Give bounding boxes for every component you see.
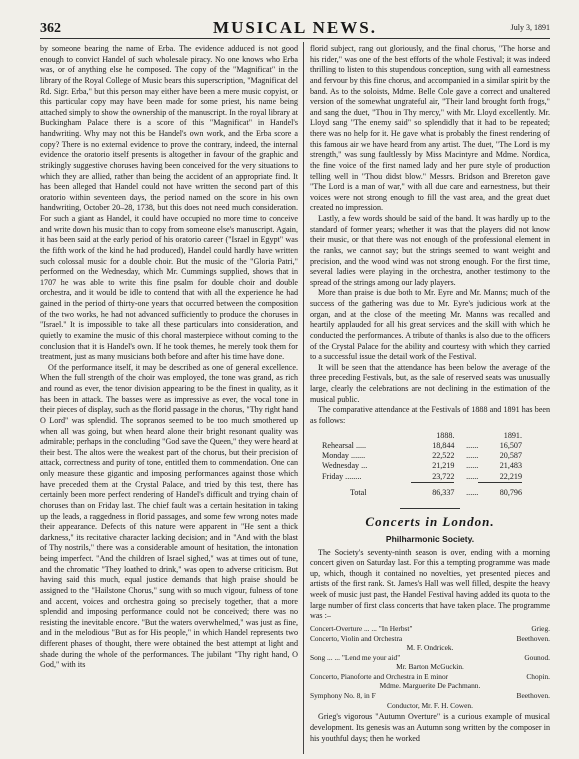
- paragraph: Of the performance itself, it may be described as one of general excellence. When the full strength of the choir was employed, the tone was grand, as rich and round as ever, the tenor division appearing to be the finest in quality, as it has been in attack. The basses were as impressive as ever, the vocal tone in their pieces of display, such as the florid passage in the chorus, "Thy right hand O Lord" was splendid. The sopranos seemed to be too much smothered up when all was going, but when heard alone their bright resonant quality was admirable; perhaps in the concluding "God save the Queen," they were heard at their best. The altos were the weakest part of the chorus, but their precision of attack, correctness and purity of tone, entitled them to commendation. One can only measure these gigantic and imposing performances against those which have preceded them at the Crystal Palace, and tried by this test, there has certainly been more perfect rendering of Handel's difficult and trying chain of choruses than on Friday last. The chief fault was a certain hesitation in taking up the leads, a raggedness in florid passages, and some few wrong notes made their appearance. Defects of this nature were apparent in "He sent a thick darkness," its recitative character lacking decision; and in "And with the blast of Thy nostrils," there was a considerable amount of hesitation, the intonation being imperfect. "And the children of Israel sighed," was at times out of tune, and the chromatic "They loathed to drink," was open to adverse criticism. But having said this much, equal justice demands that high praise should be assigned to the "Hailstone Chorus," sung with so much vigour, fulness of tone and accent, voices and orchestra going so precisely together, that a more splendid and imposing performance could not be conceived; there was no resisting the inevitable encore. "But the waters overwhelmed," was just as fine, and in the melodious "But as for His people," in which Handel represents two different phases of thought, there were obtained the best attempt at light and shade during the whole of the performances. The jubilant "Thy right hand, O God," with its: [40, 362, 298, 670]
- programme-piece: Symphony No. 8, in F: [310, 691, 376, 701]
- attendance-row: [322, 451, 522, 461]
- day-label: Friday: [322, 471, 344, 481]
- programme-piece: Song: [310, 652, 326, 662]
- programme-performer: Conductor, Mr. F. H. Cowen.: [387, 700, 473, 710]
- paragraph: The Society's seventy-ninth season is over, ending with a morning concert given on Saturday last. For this a tempting programme was made up, which, though it contained no novelties, yet presented pieces and artists of the first rank. St. James's Hall was well filled, despite the heavy week of music just past, the Handel Festival having added its quota to the large number of first class concerts that have taken place. The programme was :–: [310, 547, 550, 621]
- attendance-value: 22,522: [432, 451, 455, 461]
- attendance-value: 18,844: [432, 440, 455, 450]
- page-number: 362: [40, 21, 61, 36]
- day-label: Monday: [322, 451, 349, 461]
- section-subtitle: Philharmonic Society.: [385, 533, 475, 544]
- leader-dots: ......: [466, 461, 479, 471]
- programme-title: "Lend me your aid": [341, 652, 401, 662]
- total-label: Total: [350, 487, 367, 497]
- attendance-value: 23,722: [432, 471, 455, 481]
- leader-dots: ........: [345, 471, 362, 481]
- leader-dots: ......: [466, 440, 479, 450]
- programme-piece: Concerto, Violin and Orchestra: [310, 633, 403, 643]
- programme-title: "In Herbst": [378, 623, 413, 633]
- year-header: 1891.: [503, 430, 522, 440]
- journal-title: MUSICAL NEWS.: [213, 18, 377, 37]
- concert-programme: [310, 624, 550, 710]
- paragraph: It will be seen that the attendance has been below the average of the three preceding Festivals, but, as the sale of reserved seats was unusually large, clearly the celebrations are not declining in the estimation of the musical public.: [310, 362, 550, 404]
- leader-dots: ...: [361, 461, 368, 471]
- issue-date: July 3, 1891: [510, 23, 550, 32]
- attendance-header-row: [322, 431, 522, 441]
- programme-performer: Mdme. Marguerite De Pachmann.: [379, 681, 481, 691]
- attendance-table: [322, 431, 522, 499]
- leader-dots: ......: [466, 487, 479, 497]
- paragraph: by someone bearing the name of Erba. The evidence adduced is not good enough to convict Handel of such wholesale piracy. No one knows who Erba was, or of anything else he composed. The copy of the "Magnificat" in the library of the Royal College of Music bears this superscription, "Magnificat del Rd. Sigr. Erba," but this person may either have been a mere music copyist, or this particular copy may have been made for some priest, his name being attached simply to show the ownership of the manuscript. In the royal library at Buckingham Palace there is a score of this "Magnificat" in Handel's handwriting. Why may not this be Handel's own work, and the Erba score a copy? There is no external evidence to prove the contrary, indeed, the internal evidence the oratorio itself presents is altogether in favour of the graphic and strikingly suggestive choruses having been conceived for the very situations to which they are allied, rather than being the accident of an appropriate find. It has been alleged that Handel could not have written the second part of this oratorio within seventeen days, the period named on the score in his own handwriting, October 20–28, 1738, but this does not need much consideration. For such a giant as Handel, it could have occupied no more time to conceive and write down his music than to copy from someone else's manuscript. Again, it has been said at the early period of his oratorio career ("Israel in Egypt" was the fifth work of the kind he had produced), Handel could hardly have written such colossal music for a double choir. But the music of the "Gloria Patri," performed on the Wednesday, which Mr. Cummings supplied, shows that in 1707 he was able to write this fine psalm for double choir and double orchestra, and it would be idle to contend that with all the experience he had gained in the period of thirty-one years that occurred between the composition of the two works, he had not advanced sufficiently to produce the choruses in "Israel." It is impossible to take all these particulars into consideration, and quietly to examine the music of this choral masterpiece without coming to the conclusion that it is Handel's own. If he took themes, he merely took them for treatment, just as many musicians both before and after his time have done.: [40, 44, 298, 362]
- paragraph: Lastly, a few words should be said of the band. It was hardly up to the standard of former years; whether it was that the players did not know their music, or that there was not enough of the professional element in the ranks, we cannot say; but the strings seemed to want weight and precision, and the wood wind was not strong enough. For the first time, several ladies were playing in the orchestra, another testimony to the spread of the strings among our lady players.: [310, 214, 550, 287]
- leader-dots: ......: [466, 471, 479, 481]
- programme-performer: Mr. Barton McGuckin.: [396, 662, 464, 672]
- programme-composer: Grieg.: [531, 623, 550, 633]
- attendance-row: [322, 472, 522, 483]
- attendance-value: 21,219: [432, 461, 455, 471]
- section-divider: [400, 508, 460, 509]
- programme-item: Concert-Overture ... ... "In Herbst" Grieg.: [310, 623, 550, 633]
- paragraph: Grieg's vigorous "Autumn Overture" is a curious example of musical development. Its genesis was an Autumn song written by the composer in his youthful days; then he worked: [310, 712, 550, 743]
- programme-item: [310, 634, 550, 644]
- programme-piece: Concert-Overture: [310, 623, 363, 633]
- section-title: Concerts in London.: [365, 514, 495, 530]
- programme-performer: M. F. Ondricek.: [406, 643, 454, 653]
- attendance-value: 16,507: [499, 440, 522, 450]
- year-header: 1888.: [436, 430, 455, 440]
- programme-composer: Beethoven.: [516, 691, 550, 701]
- left-column: [40, 44, 298, 756]
- leader-dots: .....: [355, 440, 367, 450]
- programme-composer: Beethoven.: [516, 633, 550, 643]
- attendance-total-row: [322, 482, 522, 498]
- attendance-total: 86,337: [411, 482, 455, 498]
- programme-item: Song ... ... "Lend me your aid" Gounod.: [310, 652, 550, 662]
- programme-composer: Gounod.: [524, 652, 550, 662]
- attendance-value: 21,483: [499, 461, 522, 471]
- programme-item: [310, 672, 550, 682]
- attendance-value: 22,219: [499, 471, 522, 481]
- day-label: Rehearsal: [322, 440, 354, 450]
- header-rule: [40, 38, 550, 39]
- paragraph: More than praise is due both to Mr. Eyre and Mr. Manns; much of the success of the gathering was due to Mr. Eyre's judicious work at the organ, and at the close of the meeting Mr. Manns was recalled and heartily applauded for all his great services and the skill with which he conducted the performances. A tribute of thanks is also due to the officers of the Crystal Palace for the ability and courtesy with which they carried to a successful issue the detail work of the Festival.: [310, 288, 550, 362]
- column-divider: [303, 42, 304, 754]
- attendance-row: [322, 441, 522, 451]
- paragraph: The comparative attendance at the Festivals of 1888 and 1891 has been as follows:: [310, 405, 550, 425]
- day-label: Wednesday: [322, 461, 360, 471]
- programme-piece: Concerto, Pianoforte and Orchestra in E minor: [310, 671, 449, 681]
- attendance-total: 80,796: [478, 482, 522, 498]
- paragraph: florid subject, rang out gloriously, and the final chorus, "The horse and his rider," was one of the best efforts of the whole Festival; it was indeed thrilling to listen to this stupendous conception, sung with all earnestness and fervour by this fine chorus, and accompanied in a similar spirit by the band. As to the soloists, Mdme. Belle Cole gave a correct and unaltered version of the somewhat ungrateful air, "Their land brought forth frogs," and sang the duet, "Thou in Thy mercy," with Mr. Lloyd excellently. Mr. Lloyd sang "The enemy said" so splendidly that it had to be repeated; there was no help for it. He gave what is probably the finest rendering of this famous air we have heard from any artist. The duet, "The Lord is my strength," was sung faultlessly by Miss Macintyre and Mdme. Nordica, the fine voice of the first named lady and her pure style of production telling well in "Thou didst blow." Messrs. Bridson and Brereton gave "The Lord is a man of war," with all due care and earnestness, but their voices were not strong enough to fill the vast area, and the great duet created no impression.: [310, 44, 550, 213]
- right-column: [310, 44, 550, 756]
- attendance-row: [322, 461, 522, 471]
- programme-item: [310, 691, 550, 701]
- programme-composer: Chopin.: [526, 671, 550, 681]
- leader-dots: .......: [351, 451, 366, 461]
- attendance-value: 20,587: [499, 451, 522, 461]
- leader-dots: ......: [466, 451, 479, 461]
